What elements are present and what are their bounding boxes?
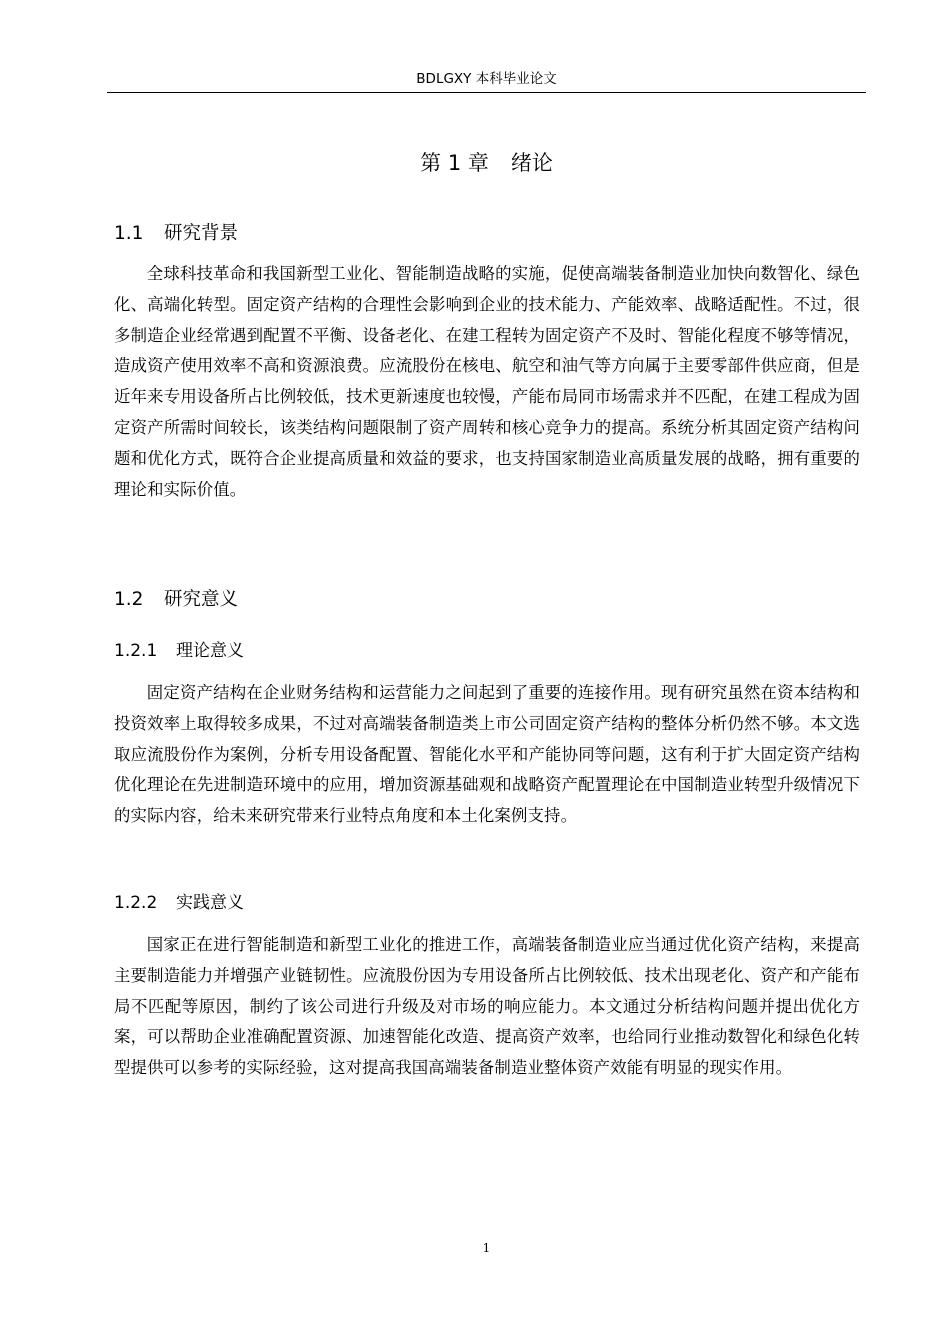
header-rule [107,92,866,93]
subsection-number: 1.2.1 [114,641,158,661]
subsection-title: 理论意义 [176,641,244,661]
section-heading-1-1 [114,220,238,248]
subsection-heading-1-2-2 [114,890,244,916]
subsection-number: 1.2.2 [114,893,158,913]
section-title: 研究背景 [164,223,239,244]
chapter-number: 第 1 章 [420,151,489,175]
chapter-title [107,147,866,179]
paragraph-theoretical-significance: 固定资产结构在企业财务结构和运营能力之间起到了重要的连接作用。现有研究虽然在资本结构和投资效率上取得较多成果，不过对高端装备制造类上市公司固定资产结构的整体分析仍然不够。本文选取应流股份作为案例，分析专用设备配置、智能化水平和产能协同等问题，这有利于扩大固定资产结构优化理论在先进制造环境中的应用，增加资源基础观和战略资产配置理论在中国制造业转型升级情况下的实际内容，给未来研究带来行业特点角度和本土化案例支持。 [114,683,860,826]
section-heading-1-2 [114,586,238,614]
paragraph-research-background: 全球科技革命和我国新型工业化、智能制造战略的实施，促使高端装备制造业加快向数智化、绿色化、高端化转型。固定资产结构的合理性会影响到企业的技术能力、产能效率、战略适配性。不过，很多制造企业经常遇到配置不平衡、设备老化、在建工程转为固定资产不及时、智能化程度不够等情况，造成资产使用效率不高和资源浪费。应流股份在核电、航空和油气等方向属于主要零部件供应商，但是近年来专用设备所占比例较低，技术更新速度也较慢，产能布局同市场需求并不匹配，在建工程成为固定资产所需时间较长，该类结构问题限制了资产周转和核心竞争力的提高。系统分析其固定资产结构问题和优化方式，既符合企业提高质量和效益的要求，也支持国家制造业高质量发展的战略，拥有重要的理论和实际价值。 [114,264,860,499]
chapter-name: 绪论 [510,151,553,175]
section-number: 1.1 [114,223,144,244]
page-number: 1 [482,1241,491,1255]
running-header: BDLGXY 本科毕业论文 [416,71,557,87]
paragraph-practical-significance: 国家正在进行智能制造和新型工业化的推进工作，高端装备制造业应当通过优化资产结构，来提高主要制造能力并增强产业链韧性。应流股份因为专用设备所占比例较低、技术出现老化、资产和产能布局不匹配等原因，制约了该公司进行升级及对市场的响应能力。本文通过分析结构问题并提出优化方案，可以帮助企业准确配置资源、加速智能化改造、提高资产效率，也给同行业推动数智化和绿色化转型提供可以参考的实际经验，这对提高我国高端装备制造业整体资产效能有明显的现实作用。 [114,935,860,1078]
subsection-title: 实践意义 [176,893,244,913]
section-number: 1.2 [114,589,144,610]
section-title: 研究意义 [164,589,239,610]
subsection-heading-1-2-1 [114,638,244,664]
